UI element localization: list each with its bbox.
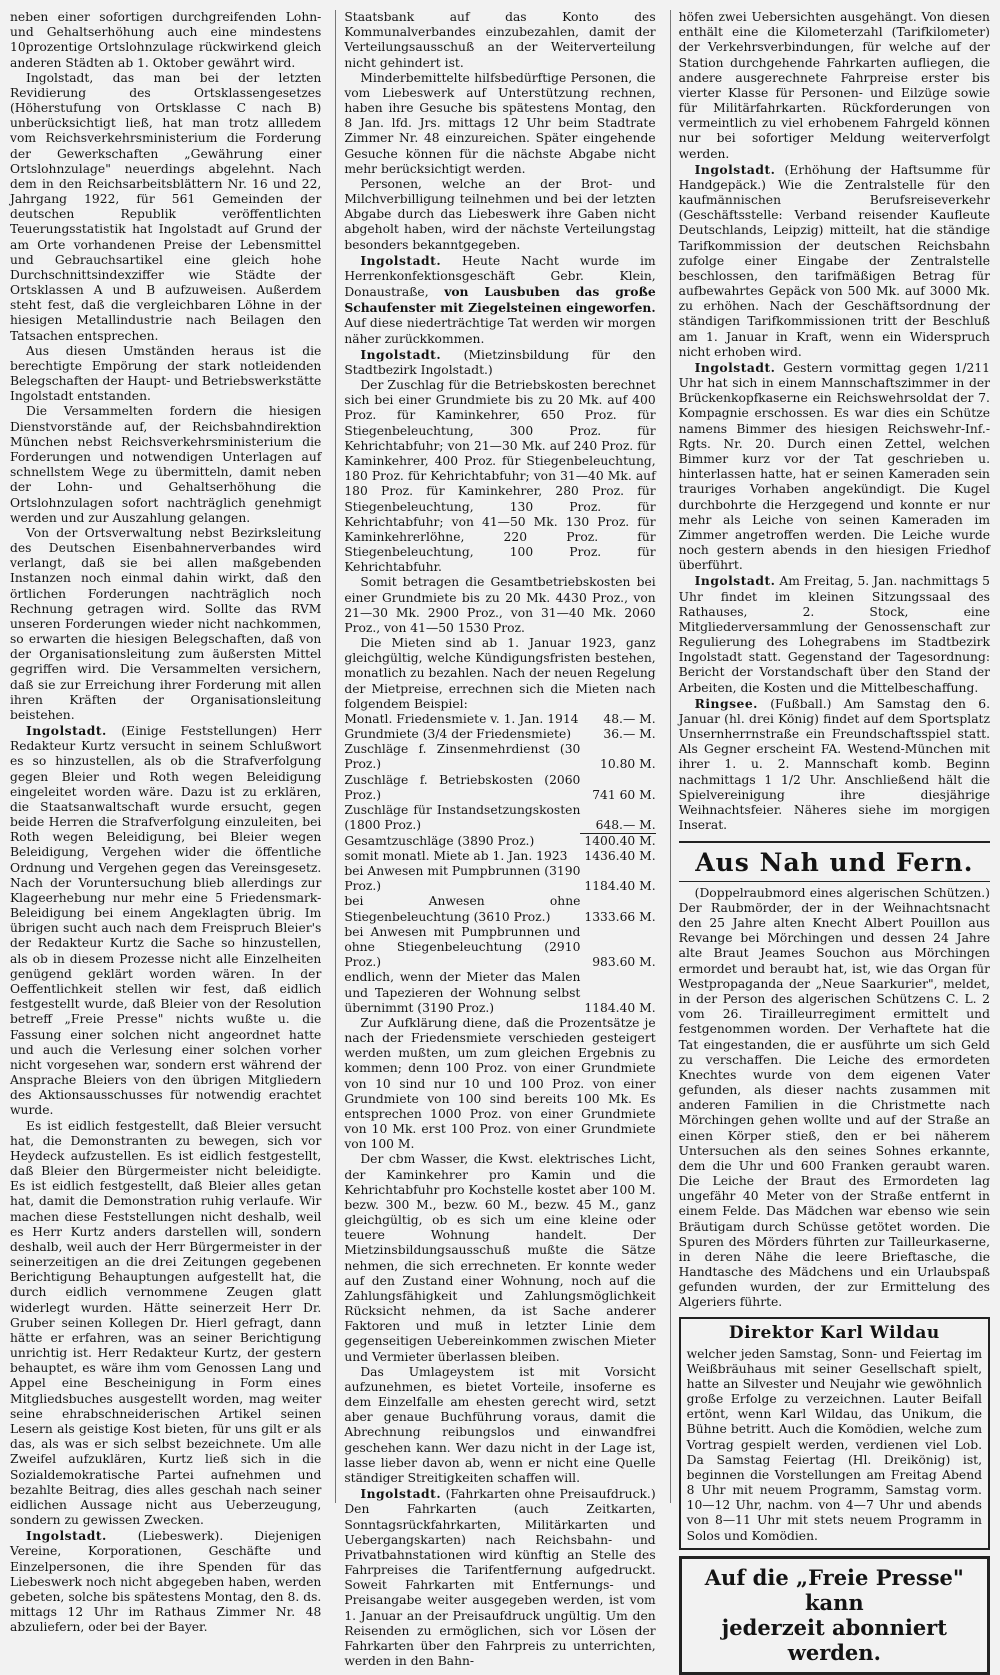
article-paragraph: (Doppelraubmord eines algerischen Schützen.) Der Raubmörder, der in der Weihnachtsnacht den 25 Jahre alten Knecht Albert Pouillon aus Revange bei Mörchingen und dessen 24 Jahre alte Braut Jeames Souchon aus Mörchingen ermordet und beraubt hat, ist, wie das Organ für Westpropaganda der „Neue Saarkurier", meldet, in der Person des algerischen Schützens C. L. 2 vom 26. Tirailleurregiment ermittelt und festgenommen worden. Der Verhaftete hat die Tat eingestanden, die er ausführte um sich Geld zu verschaffen. Die Leiche des ermordeten Knechtes wurde von dem eigenen Vater gefunden, als dieser nachts zusammen mit anderen Familien in die Christmette nach Mörchingen gehen wollte und auf der Straße an einen Körper stieß, den er bei näherem Untersuchen als den seines Sohnes erkannte, dem die Uhr und 600 Franken geraubt waren. Die Leiche der Braut des Ermordeten lag ungefähr 40 Meter von der Straße entfernt in einem Felde. Das Mädchen war ebenso wie sein Bräutigam durch Schüsse getötet worden. Die Spuren des Mörders führten zur Tailleurkaserne, in deren Nähe die leere Brieftasche, die Handtasche des Mädchens und ein Urlaubspaß gefunden wurden, der zur Ermittelung des Algeriers führte. [678, 885, 990, 1310]
article-text: (Erhöhung der Haftsumme für Handgepäck.) Wie die Zentralstelle für den kaufmännischen Berufsreiseverkehr (Geschäftsstelle: Verband reisender Kaufleute Deutschlands, Leipzig) mitteilt, hat die ständige Tarifkommission der deutschen Reichsbahn zufolge einer Eingabe der Zentralstelle beschlossen, den tarifmäßigen Betrag für aufbewahrtes Gepäck von 500 Mk. auf 3000 Mk. zu erhöhen. Nach der Geschäftsordnung der ständigen Tarifkommissionen tritt der Beschluß am 1. Januar in Kraft, wenn ein Widerspruch nicht erhoben wird. [678, 162, 990, 359]
article-paragraph: höfen zwei Uebersichten ausgehängt. Von diesen enthält eine die Kilometerzahl (Tarifkilometer) der Verkehrsverbindungen, für welche auf der Station durchgehende Fahrkarten aufliegen, die andere ausgerechnete Fahrpreise erster bis vierter Klasse für Personen- und Eilzüge sowie für Militärfahrkarten. Rückforderungen von vermeintlich zu viel erhobenem Fahrgeld können nur bei sofortiger Meldung weiterverfolgt werden. [678, 10, 990, 161]
article-paragraph [679, 696, 990, 834]
article-paragraph [679, 162, 990, 360]
rent-value: 1184.40 M. [584, 1000, 656, 1015]
article-paragraph: Personen, welche an der Brot- und Milchverbilligung teilnehmen und bei der letzten Abgabe durch das Liebeswerk ihre Gaben nicht abgeholt haben, wird der nächste Verteilungstag besonders bekanntgegeben. [344, 176, 656, 252]
rent-row [344, 727, 655, 742]
rent-value: 1400.40 M. [584, 833, 656, 848]
article-text: (Fußball.) Am Samstag den 6. Januar (hl. drei König) findet auf dem Sportsplatz Unsernherrnstraße ein Freundschaftsspiel statt. Als Gegner erscheint FA. Westend-München mit ihrer 1. u. 2. Mannschaft komb. Beginn nachmittags 1 1/2 Uhr. Anschließend hält die Spielvereinigung ihre diesjährige Weihnachtsfeier. Näheres siehe im morgigen Inserat. [678, 696, 990, 833]
article-paragraph [679, 573, 990, 695]
article-paragraph: neben einer sofortigen durchgreifenden Lohn- und Gehaltserhöhung auch eine mindestens 10prozentige Ortslohnzulage rückwirkend gleich anderen Städten ab 1. Oktober gewährt wird. [10, 10, 322, 70]
article-paragraph: Der cbm Wasser, die Kwst. elektrisches Licht, der Kaminkehrer pro Kamin und die Kehrichtabfuhr pro Kochstelle kostet aber 100 M. bezw. 300 M., bezw. 60 M., bezw. 45 M., ganz gleichgültig, ob es sich um eine kleine oder teuere Wohnung handelt. Der Mietzinsbildungsausschuß mußte die Sätze nehmen, die sich errechneten. Er konnte weder auf den Zustand einer Wohnung, noch auf die Zahlungsfähigkeit und Zahlungsmöglichkeit Rücksicht nehmen, da ist Sache anderer Faktoren und muß in letzter Linie dem gegenseitigen Uebereinkommen zwischen Mieter und Vermieter überlassen bleiben. [344, 1152, 656, 1364]
rent-row [344, 803, 655, 833]
dateline: Ingolstadt. [360, 252, 442, 268]
rent-row [344, 712, 655, 727]
rent-value: 648.— M. [580, 803, 655, 833]
article-text: Am Freitag, 5. Jan. nachmittags 5 Uhr findet im kleinen Sitzungssaal des Rathauses, 2. Stock, eine Mitgliederversammlung der Genossenschaft zur Regulierung des Lohegrabens im Stadtbezirk Ingolstadt statt. Gegenstand der Tagesordnung: Bericht der Vorstandschaft über den Stand der Arbeiten, die Kosten und die Mittelbeschaffung. [678, 574, 990, 695]
rent-label: endlich, wenn der Mieter das Malen und Tapezieren der Wohnung selbst übernimmt (3190 Proz.) [344, 970, 581, 1015]
rent-label: Gesamtzuschläge (3890 Proz.) [344, 833, 535, 848]
rent-label: Grundmiete (3/4 der Friedensmiete) [344, 727, 572, 742]
article-text: (Mietzinsbildung für den Stadtbezirk Ingolstadt.) [344, 347, 656, 377]
rent-value: 1333.66 M. [584, 909, 656, 924]
rent-label: Zuschläge f. Betriebskosten (2060 Proz.) [344, 772, 581, 802]
rent-label: Zuschläge f. Zinsenmehrdienst (30 Proz.) [344, 742, 581, 772]
article-paragraph [344, 253, 655, 347]
dateline: Ingolstadt. [360, 1486, 442, 1502]
rent-value: 1436.40 M. [584, 848, 656, 863]
article-paragraph [344, 1486, 655, 1669]
article-text: Auf diese niederträchtige Tat werden wir morgen näher zurückkommen. [344, 316, 656, 346]
article-text: Gestern vormittag gegen 1/211 Uhr hat sich in einem Mannschaftszimmer in der Brückenkopfkaserne ein Reichswehrsoldat der 7. Kompagnie erschossen. Es war dies ein Schütze namens Bimmer des hiesigen Reichswehr-Inf.-Rgts. Nr. 20. Durch einen Zettel, welchen Bimmer kurz vor der Tat geschrieben u. hinterlassen hatte, hat er seinen Kameraden sein trauriges Vorhaben angekündigt. Die Kugel durchbohrte die Herzgegend und konnte er nur mehr als Leiche von seinen Kameraden im Zimmer angetroffen werden. Die Leiche wurde noch gestern abends in den hiesigen Friedhof überführt. [678, 360, 990, 573]
article-text: (Liebeswerk). Diejenigen Vereine, Korporationen, Geschäfte und Einzelpersonen, die ihre Spenden für das Liebeswerk noch nicht abgegeben haben, werden gebeten, solche bis spätestens Montag, den 8. ds. mittags 12 Uhr im Rathaus Zimmer Nr. 48 abzuliefern, oder bei der Bayer. [10, 1529, 322, 1635]
article-text: (Einige Feststellungen) Herr Redakteur Kurtz versucht in seinem Schlußwort es so hinzustellen, als ob die Strafverfolgung gegen Bleier und Roth wegen Beleidigung eingeleitet worden wäre. Dazu ist zu erklären, die Staatsanwaltschaft wurde ersucht, gegen beide Herren die Strafverfolgung einzuleiten, bei Roth wegen Beleidigung, bei Bleier wegen Beleidigung, Vergehen wider die öffentliche Ordnung und Vergehen gegen das Vereinsgesetz. Nach der Voruntersuchung blieb allerdings zur Klageerhebung nur mehr eine 5 Friedensmark-Beleidigung bei einem Angeklagten übrig. Im übrigen sucht auch nach dem Freispruch Bleier's der Redakteur Kurtz die Sache so hinzustellen, als ob in diesem Prozesse nicht alle Einzelheiten genügend geklärt worden wären. In der Oeffentlichkeit stellen wir fest, daß eidlich festgestellt wurde, daß Bleier von der Resolution betreff „Freie Presse" nichts wußte u. die Fassung einer solchen nicht angeordnet hatte und auch die Verlesung einer solchen vorher nicht vorgesehen war, sondern erst während der Ansprache Bleiers von den übrigen Mitgliedern des Aktionsausschusses für notwendig erachtet wurde. [10, 724, 322, 1118]
article-paragraph: Aus diesen Umständen heraus ist die berechtigte Empörung der stark notleidenden Belegschaften der Haupt- und Betriebswerkstätte Ingolstadt entstanden. [10, 343, 322, 404]
rent-label: bei Anwesen mit Pumpbrunnen (3190 Proz.) [344, 864, 581, 894]
column-2 [335, 10, 656, 1669]
rent-value: 1184.40 M. [584, 879, 656, 894]
dateline: Ingolstadt. [25, 723, 107, 739]
rent-label: bei Anwesen ohne Stiegenbeleuchtung (3610 Proz.) [344, 894, 581, 924]
article-paragraph: Das Umlageystem ist mit Vorsicht aufzunehmen, es bietet Vorteile, insoferne es dem Einzelfalle am ehesten gerecht wird, setzt aber genaue Buchführung voraus, damit die Abrechnung reibungslos und einwandfrei geschehen kann. Wer dazu nicht in der Lage ist, lasse lieber davon ab, wenn er nicht eine Quelle ständiger Streitigkeiten schaffen will. [344, 1364, 656, 1485]
advertisement-title: Direktor Karl Wildau [728, 1322, 940, 1343]
article-paragraph: Zur Aufklärung diene, daß die Prozentsätze je nach der Friedensmiete verschieden gesteigert werden mußten, um zum gleichen Ergebnis zu kommen; denn 100 Proz. von einer Grundmiete von 10 sind nur 10 und 100 Proz. von einer Grundmiete von 100 sind bereits 100 Mk. Es entsprechen 1000 Proz. von einer Grundmiete von 10 Mk. erst 100 Proz. von einer Grundmiete von 100 M. [344, 1015, 656, 1152]
rent-row [344, 849, 655, 864]
rent-value: 741 60 M. [592, 787, 656, 802]
section-title: Aus Nah und Fern. [695, 848, 974, 878]
article-paragraph: Minderbemittelte hilfsbedürftige Personen, die vom Liebeswerk auf Unterstützung rechnen, haben ihre Gesuche bis spätestens Montag, den 8 Jan. lfd. Jrs. mittags 12 Uhr beim Stadtrate Zimmer Nr. 48 einzureichen. Später eingehende Gesuche können für die nächste Abgabe nicht mehr berücksichtigt werden. [344, 70, 656, 176]
advertisement-box [679, 1317, 990, 1550]
rent-label: somit monatl. Miete ab 1. Jan. 1923 [344, 848, 568, 863]
rent-row [344, 864, 655, 894]
rent-value: 10.80 M. [600, 757, 656, 772]
article-paragraph: Die Mieten sind ab 1. Januar 1923, ganz gleichgültig, welche Kündigungsfristen bestehen, monatlich zu bezahlen. Nach der neuen Regelung der Mietpreise, errechnen sich die Mieten nach folgendem Beispiel: [344, 636, 656, 711]
article-text: (Fahrkarten ohne Preisaufdruck.) Den Fahrkarten (auch Zeitkarten, Sonntagsrückfahrkarten, Militärkarten und Uebergangskarten) nach Reichsbahn- und Privatbahnstationen wird künftig an Stelle des Fahrpreises die Tarifentfernung aufgedruckt. Soweit Fahrkarten mit Entfernungs- und Preisangabe weiter ausgegeben werden, ist vom 1. Januar an der Preisaufdruck ungültig. Um den Reisenden zu ermöglichen, sich vor Lösen der Fahrkarten über den Fahrpreis zu unterrichten, werden in den Bahn- [344, 1487, 656, 1669]
rent-value: 48.— M. [603, 711, 656, 726]
dateline: Ingolstadt. [694, 359, 776, 375]
subscription-notice [679, 1556, 990, 1675]
article-paragraph: Es ist eidlich festgestellt, daß Bleier versucht hat, die Demonstranten zu bewegen, sich vor Heydeck aufzustellen. Es ist eidlich festgestellt, daß Bleier den Bürgermeister nicht beleidigte. Es ist eidlich festgestellt, daß Bleier alles getan hat, damit die Demonstration ruhig verlaufe. Wir machen diese Feststellungen nicht deshalb, weil es Herr Kurtz anders darstellen will, sondern deshalb, weil auch der Herr Bürgermeister in der seinerzeitigen an die drei Zeitungen gegebenen Berichtigung Behauptungen aufgestellt hat, die durch eidlich vernommene Zeugen glatt widerlegt wurden. Hätte seinerzeit Herr Dr. Gruber seinen Kollegen Dr. Hierl gefragt, dann hätte er erfahren, was an seiner Berichtigung unrichtig ist. Herr Redakteur Kurtz, der gestern behauptet, es wäre ihm vom Genossen Lang und Appel eine Bescheinigung in Form eines Mitgliedsbuches ausgestellt worden, mag weiter seine ehrabschneiderischen Artikel seinen Lesern als geistige Kost bieten, für uns gilt er als das, als was er sich selbst bezeichnete. Um alle Zweifel aufzuklären, Kurtz ließ sich in die Sozialdemokratische Partei aufnehmen und bezahlte Beitrag, dies alles geschah nach seiner eidlichen Aussage nicht aus Ueberzeugung, sondern zu gewissen Zwecken. [10, 1118, 322, 1528]
rent-label: Zuschläge für Instandsetzungskosten (1800 Proz.) [344, 802, 581, 833]
article-paragraph: Von der Ortsverwaltung nebst Bezirksleitung des Deutschen Eisenbahnerverbandes wird verlangt, daß sie bei allen maßgebenden Instanzen noch einmal dahin wirkt, daß den örtlichen Forderungen nachträglich noch Rechnung getragen wird. Sollte das RVM unseren Forderungen wieder nicht nachkommen, so erwarten die hiesigen Belegschaften, daß von der Organisationsleitung zum äußersten Mittel gegriffen wird. Die Versammelten versichern, daß sie zur Erreichung ihrer Forderung mit allen ihren Kräften der Organisationsleitung beistehen. [10, 525, 322, 722]
article-paragraph: Somit betragen die Gesamtbetriebskosten bei einer Grundmiete bis zu 20 Mk. 4430 Proz., von 21—30 Mk. 2900 Proz., von 31—40 Mk. 2060 Proz., von 41—50 1530 Proz. [344, 575, 656, 635]
section-header [679, 841, 990, 882]
article-paragraph: Staatsbank auf das Konto des Kommunalverbandes einzubezahlen, damit der Verteilungsausschuß an der Weiterverteilung nicht gehindert ist. [344, 10, 656, 70]
advertisement-text: welcher jeden Samstag, Sonn- und Feiertag im Weißbräuhaus mit seiner Gesellschaft spielt, hatte an Silvester und Neujahr wie gewöhnlich große Erfolge zu verzeichnen. Lauter Beifall ertönt, wenn Karl Wildau, das Unikum, die Bühne betritt. Auch die Komödien, welche zum Vortrag gespielt werden, verdienen viel Lob. Da Samstag Feiertag (Hl. Dreikönig) ist, beginnen die Vorstellungen am Freitag Abend 8 Uhr mit neuem Programm, Samstag vorm. 10—12 Uhr, nachm. von 4—7 Uhr und abends von 8—11 Uhr mit stets neuem Programm in Solos und Komödien. [686, 1346, 982, 1543]
dateline: Ingolstadt. [694, 161, 776, 177]
rent-row [344, 894, 655, 924]
rent-row [344, 742, 655, 772]
dateline: Ingolstadt. [360, 346, 442, 362]
subscription-line: Auf die „Freie Presse" kann [704, 1564, 964, 1615]
article-paragraph: Der Zuschlag für die Betriebskosten berechnet sich bei einer Grundmiete bis zu 20 Mk. auf 400 Proz. für Kaminkehrer, 650 Proz. für Stiegenbeleuchtung, 300 Proz. für Kehrichtabfuhr; von 21—30 Mk. auf 240 Proz. für Kaminkehrer, 400 Proz. für Stiegenbeleuchtung, 180 Proz. für Kehrichtabfuhr; von 31—40 Mk. auf 180 Proz. für Kaminkehrer, 280 Proz. für Stiegenbeleuchtung, 130 Proz. für Kehrichtabfuhr; von 41—50 Mk. 130 Proz. für Kaminkehrerlöhne, 220 Proz. für Stiegenbeleuchtung, 100 Proz. für Kehrichtabfuhr. [344, 378, 656, 575]
rent-row [344, 833, 655, 849]
article-paragraph [10, 1528, 321, 1635]
article-highlight: von Lausbuben das große Schaufenster mit Ziegelsteinen eingeworfen. [344, 284, 656, 316]
rent-row [344, 970, 655, 1016]
column-1 [10, 10, 322, 1635]
rent-row [344, 925, 655, 971]
rent-row [344, 773, 655, 803]
article-paragraph [10, 723, 321, 1118]
column-3 [670, 10, 990, 1666]
rent-label: Monatl. Friedensmiete v. 1. Jan. 1914 [344, 711, 579, 726]
article-paragraph: Ingolstadt, das man bei der letzten Revidierung des Ortsklassengesetzes (Höherstufung von Ortsklasse C nach B) unberücksichtigt ließ, hat man trotz allledem vom Reichsverkehrsministerium die Forderung der Gewerkschaften „Gewährung einer Ortslohnzulage" neuerdings abgelehnt. Nach dem in den Reichsarbeitsblättern Nr. 16 und 22, Jahrgang 1922, für 561 Gemeinden der deutschen Republik veröffentlichten Teuerungsstatistik hat Ingolstadt auf Grund der am Orte vorhandenen Preise der Lebensmittel und Gebrauchsartikel eine gleich hohe Durchschnittsindexziffer wie Städte der Ortsklassen A und B aufzuweisen. Außerdem steht fest, daß die vergleichbaren Löhne in der hiesigen Metallindustrie nach Beilagen den Tatsachen entsprechen. [10, 70, 322, 343]
dateline: Ingolstadt. [694, 573, 776, 589]
rent-value: 36.— M. [603, 727, 656, 742]
dateline: Ringsee. [694, 695, 758, 711]
rent-value: 983.60 M. [592, 955, 656, 970]
rent-label: bei Anwesen mit Pumpbrunnen und ohne Stiegenbeleuchtung (2910 Proz.) [344, 924, 581, 970]
dateline: Ingolstadt. [25, 1528, 107, 1544]
article-paragraph: Die Versammelten fordern die hiesigen Dienstvorstände auf, der Reichsbahndirektion München nebst Reichsverkehrsministerium die Forderungen und notwendigen Unterlagen auf schnellstem Wege zu übermitteln, damit neben der Lohn- und Gehaltserhöhung die Ortslohnzulagen sofort nachträglich genehmigt werden und zur Auszahlung gelangen. [10, 404, 322, 525]
article-text: Heute Nacht wurde im Herrenkonfektionsgeschäft Gebr. Klein, Donaustraße, [344, 253, 656, 300]
article-paragraph [679, 360, 990, 573]
subscription-line: jederzeit abonniert werden. [721, 1615, 947, 1666]
rent-table [344, 712, 655, 1016]
article-paragraph [344, 347, 655, 378]
